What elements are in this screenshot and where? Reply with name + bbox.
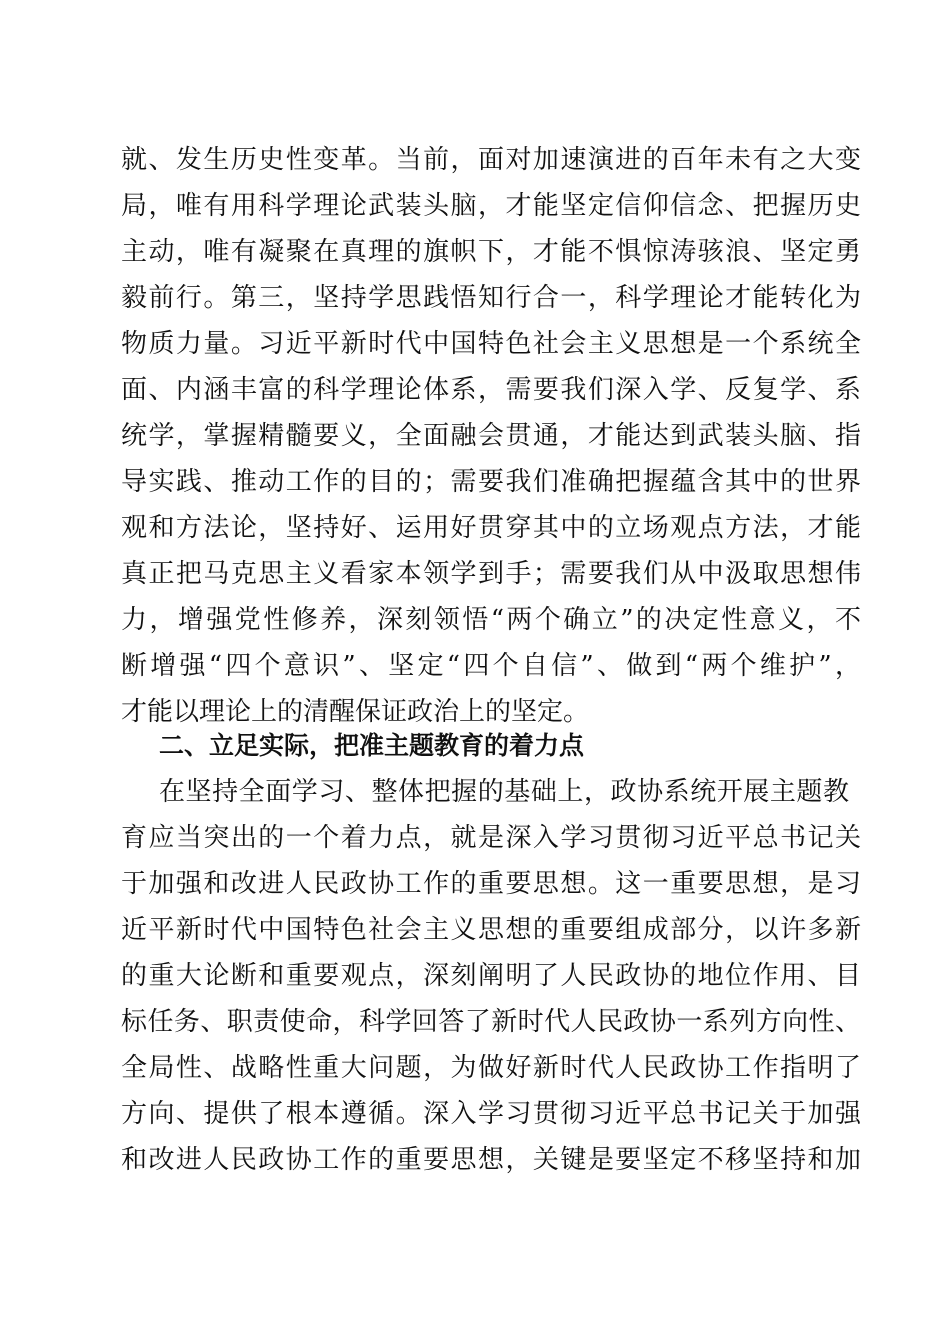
text-line: 物质力量。习近平新时代中国特色社会主义思想是一个系统全 bbox=[121, 329, 861, 359]
text-line: 观和方法论，坚持好、运用好贯穿其中的立场观点方法，才能 bbox=[121, 513, 861, 543]
text-line: 真正把马克思主义看家本领学到手；需要我们从中汲取思想伟 bbox=[121, 559, 861, 589]
text-line: 力，增强党性修养，深刻领悟“两个确立”的决定性意义，不 bbox=[121, 605, 861, 635]
text-line: 方向、提供了根本遵循。深入学习贯彻习近平总书记关于加强 bbox=[121, 1099, 861, 1129]
text-line: 统学，掌握精髓要义，全面融会贯通，才能达到武装头脑、指 bbox=[121, 421, 861, 451]
text-line: 在坚持全面学习、整体把握的基础上，政协系统开展主题教 bbox=[159, 777, 849, 807]
text-line: 就、发生历史性变革。当前，面对加速演进的百年未有之大变 bbox=[121, 145, 861, 175]
text-line: 面、内涵丰富的科学理论体系，需要我们深入学、反复学、系 bbox=[121, 375, 861, 405]
section-heading: 二、立足实际，把准主题教育的着力点 bbox=[159, 731, 585, 760]
text-line: 的重大论断和重要观点，深刻阐明了人民政协的地位作用、目 bbox=[121, 961, 861, 991]
text-line: 断增强“四个意识”、坚定“四个自信”、做到“两个维护”， bbox=[121, 651, 861, 681]
text-line: 和改进人民政协工作的重要思想，关键是要坚定不移坚持和加 bbox=[121, 1145, 861, 1175]
text-line: 全局性、战略性重大问题，为做好新时代人民政协工作指明了 bbox=[121, 1053, 861, 1083]
text-line: 才能以理论上的清醒保证政治上的坚定。 bbox=[121, 697, 590, 727]
text-line: 毅前行。第三，坚持学思践悟知行合一，科学理论才能转化为 bbox=[121, 283, 861, 313]
text-line: 近平新时代中国特色社会主义思想的重要组成部分，以许多新 bbox=[121, 915, 861, 945]
text-line: 标任务、职责使命，科学回答了新时代人民政协一系列方向性、 bbox=[121, 1007, 861, 1037]
text-line: 局，唯有用科学理论武装头脑，才能坚定信仰信念、把握历史 bbox=[121, 191, 861, 221]
text-line: 导实践、推动工作的目的；需要我们准确把握蕴含其中的世界 bbox=[121, 467, 861, 497]
text-line: 主动，唯有凝聚在真理的旗帜下，才能不惧惊涛骇浪、坚定勇 bbox=[121, 237, 861, 267]
text-line: 于加强和改进人民政协工作的重要思想。这一重要思想，是习 bbox=[121, 869, 861, 899]
text-line: 育应当突出的一个着力点，就是深入学习贯彻习近平总书记关 bbox=[121, 823, 861, 853]
